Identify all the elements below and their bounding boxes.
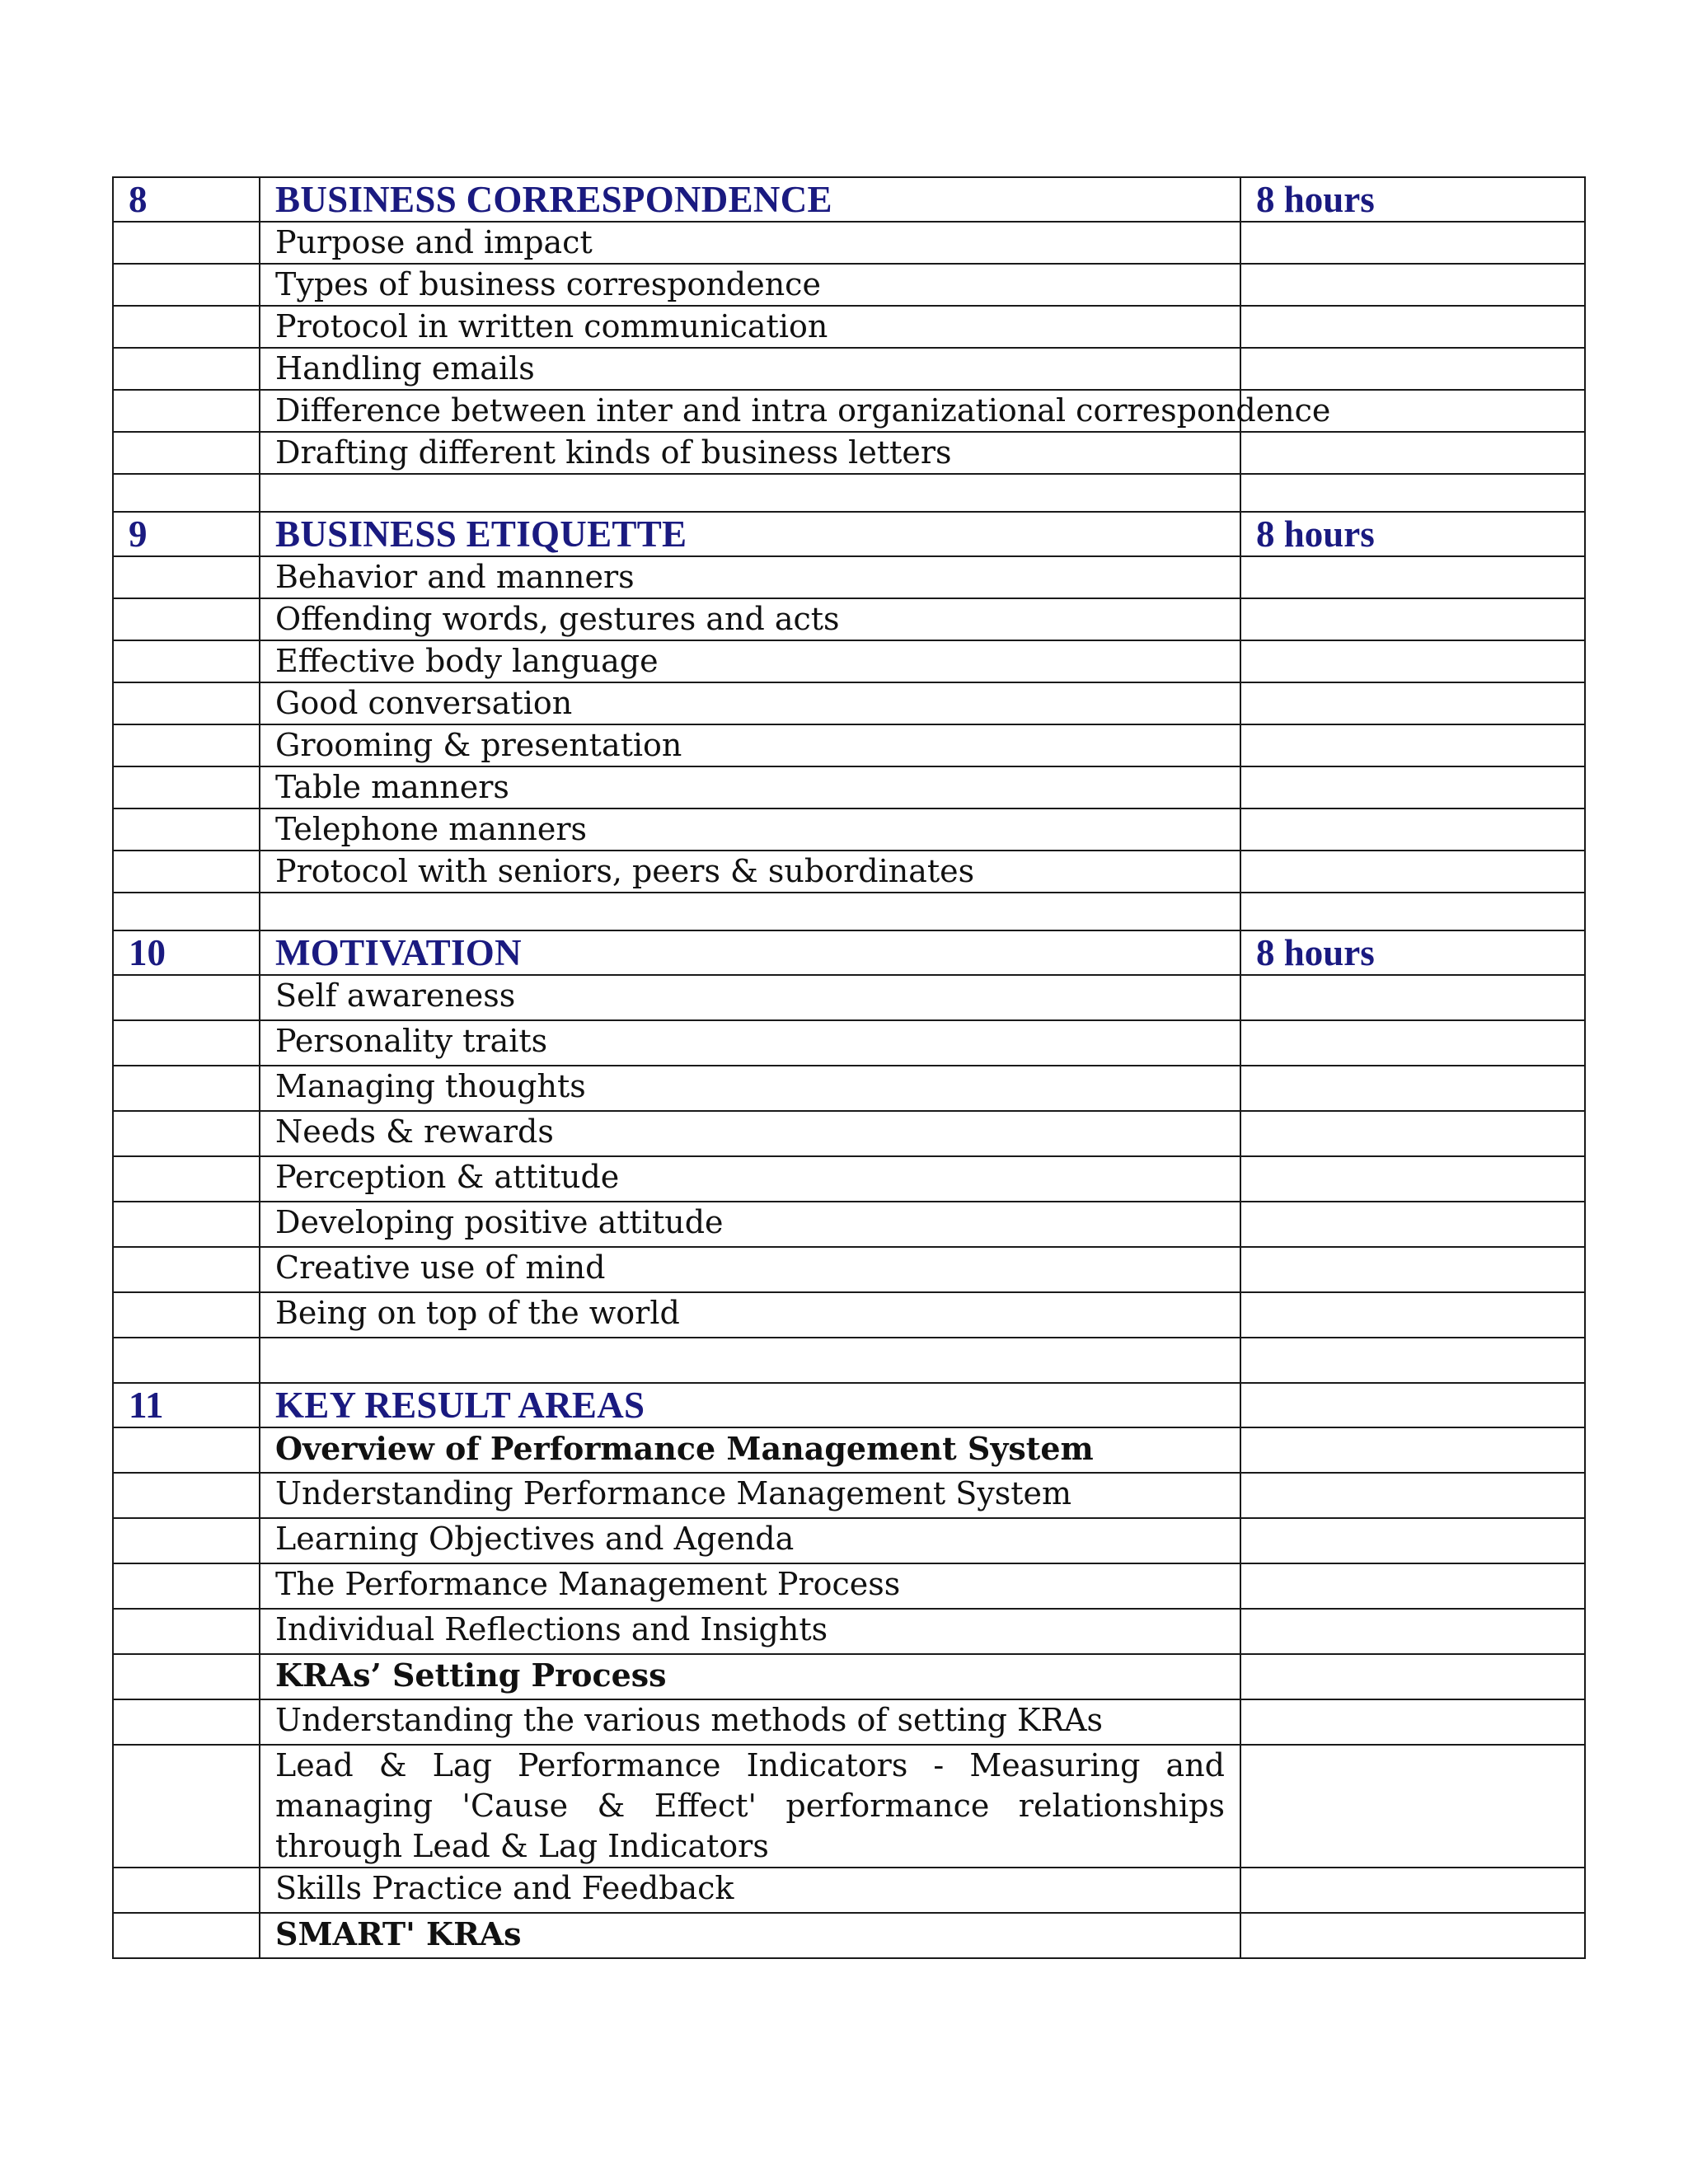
topic-cell: Managing thoughts xyxy=(260,1066,1240,1111)
topic-row xyxy=(113,306,1585,348)
topic-row xyxy=(113,640,1585,682)
topic-cell: Lead & Lag Performance Indicators - Measuring and managing 'Cause & Effect' performance relationships through Lead & Lag Indicators xyxy=(260,1745,1240,1868)
topic-row xyxy=(113,1427,1585,1473)
topic-row xyxy=(113,432,1585,474)
topic-row xyxy=(113,1563,1585,1609)
topic-row xyxy=(113,1111,1585,1156)
topic-cell: Types of business correspondence xyxy=(260,264,1240,306)
section-number: 9 xyxy=(113,512,260,556)
topic-row xyxy=(113,808,1585,851)
topic-row xyxy=(113,1020,1585,1066)
topic-row xyxy=(113,598,1585,640)
topic-row xyxy=(113,1066,1585,1111)
topic-cell: Learning Objectives and Agenda xyxy=(260,1518,1240,1563)
topic-row xyxy=(113,975,1585,1020)
section-header-row xyxy=(113,512,1585,556)
topic-row xyxy=(113,682,1585,724)
topic-row xyxy=(113,222,1585,264)
topic-cell: Handling emails xyxy=(260,348,1240,390)
topic-cell: Difference between inter and intra organizational correspondence xyxy=(260,390,1240,432)
topic-cell: Understanding the various methods of setting KRAs xyxy=(260,1699,1240,1745)
topic-cell: Skills Practice and Feedback xyxy=(260,1868,1240,1913)
topic-row xyxy=(113,1609,1585,1654)
topic-cell: Protocol with seniors, peers & subordinates xyxy=(260,851,1240,893)
section-header-row xyxy=(113,177,1585,222)
section-title: BUSINESS ETIQUETTE xyxy=(260,512,1240,556)
topic-row xyxy=(113,1913,1585,1958)
topic-cell: Effective body language xyxy=(260,640,1240,682)
section-hours: 8 hours xyxy=(1240,177,1585,222)
section-number: 8 xyxy=(113,177,260,222)
section-hours: 8 hours xyxy=(1240,512,1585,556)
spacer-row xyxy=(113,1338,1585,1383)
topic-row xyxy=(113,1699,1585,1745)
topic-row xyxy=(113,1292,1585,1338)
topic-subheading: Overview of Performance Management System xyxy=(260,1427,1240,1473)
section-number: 10 xyxy=(113,930,260,975)
section-number: 11 xyxy=(113,1383,260,1427)
topic-row xyxy=(113,1654,1585,1699)
topic-cell: Grooming & presentation xyxy=(260,724,1240,766)
topic-row xyxy=(113,1202,1585,1247)
topic-cell: Being on top of the world xyxy=(260,1292,1240,1338)
topic-cell: Good conversation xyxy=(260,682,1240,724)
topic-cell: Self awareness xyxy=(260,975,1240,1020)
topic-cell: Individual Reflections and Insights xyxy=(260,1609,1240,1654)
section-header-row xyxy=(113,1383,1585,1427)
topic-cell: Perception & attitude xyxy=(260,1156,1240,1202)
section-hours: 8 hours xyxy=(1240,930,1585,975)
topic-cell: Drafting different kinds of business letters xyxy=(260,432,1240,474)
topic-row xyxy=(113,390,1585,432)
topic-subheading: SMART' KRAs xyxy=(260,1913,1240,1958)
topic-row xyxy=(113,1868,1585,1913)
section-hours xyxy=(1240,1383,1585,1427)
topic-cell: Offending words, gestures and acts xyxy=(260,598,1240,640)
section-title: KEY RESULT AREAS xyxy=(260,1383,1240,1427)
topic-row xyxy=(113,851,1585,893)
topic-cell: Purpose and impact xyxy=(260,222,1240,264)
topic-cell: Behavior and manners xyxy=(260,556,1240,598)
topic-row xyxy=(113,766,1585,808)
topic-cell: Needs & rewards xyxy=(260,1111,1240,1156)
topic-cell: Developing positive attitude xyxy=(260,1202,1240,1247)
section-title: BUSINESS CORRESPONDENCE xyxy=(260,177,1240,222)
topic-cell: The Performance Management Process xyxy=(260,1563,1240,1609)
topic-cell: Protocol in written communication xyxy=(260,306,1240,348)
topic-cell: Understanding Performance Management System xyxy=(260,1473,1240,1518)
topic-row xyxy=(113,1518,1585,1563)
section-header-row xyxy=(113,930,1585,975)
spacer-row xyxy=(113,474,1585,512)
topic-row xyxy=(113,348,1585,390)
topic-cell: Table manners xyxy=(260,766,1240,808)
topic-cell: Telephone manners xyxy=(260,808,1240,851)
syllabus-table xyxy=(112,176,1586,1959)
topic-row xyxy=(113,1745,1585,1868)
section-title: MOTIVATION xyxy=(260,930,1240,975)
spacer-row xyxy=(113,893,1585,930)
topic-cell: Creative use of mind xyxy=(260,1247,1240,1292)
topic-row xyxy=(113,1473,1585,1518)
topic-row xyxy=(113,724,1585,766)
topic-row xyxy=(113,264,1585,306)
topic-row xyxy=(113,1247,1585,1292)
topic-cell: Personality traits xyxy=(260,1020,1240,1066)
topic-subheading: KRAs’ Setting Process xyxy=(260,1654,1240,1699)
topic-row xyxy=(113,1156,1585,1202)
topic-row xyxy=(113,556,1585,598)
